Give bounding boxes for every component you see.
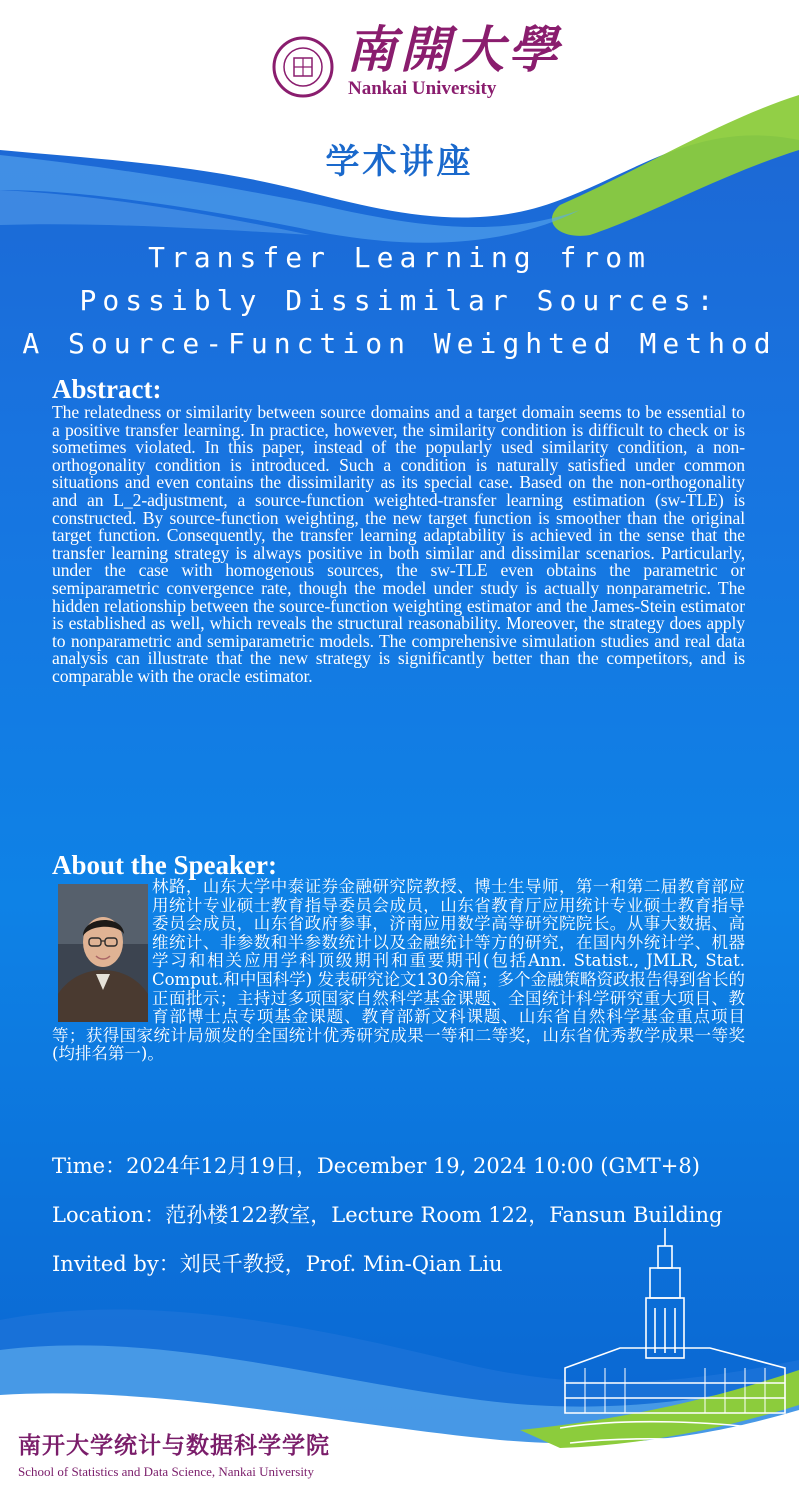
lecture-label: 学术讲座 (325, 142, 474, 182)
speaker-photo (58, 884, 148, 1022)
university-logo-english: Nankai University (348, 78, 497, 99)
building-sketch (560, 1228, 790, 1458)
university-seal-icon (272, 36, 334, 98)
speaker-heading: About the Speaker: (52, 850, 278, 880)
talk-title-line-1: Transfer Learning from (148, 241, 651, 274)
event-invited-by: Invited by：刘民千教授，Prof. Min-Qian Liu (52, 1252, 503, 1276)
university-logo-chinese: 南開大學 (346, 20, 562, 79)
abstract-text: The relatedness or similarity between source domains and a target domain seems to be essential to a positive transfer learning. In practice, however, the similarity condition is difficult to check or is sometimes violated. In this paper, instead of the popularly used similarity condition, a non-orthogonality condition is introduced. Such a condition is naturally satisfied under common situations and even contains the dissimilarity as its special case. Based on the non-orthogonality and an L_2-adjustment, a source-function weighted-transfer learning estimation (sw-TLE) is constructed. By source-function weighting, the new target function is smoother than the original target function. Consequently, the transfer learning adaptability is achieved in the sense that the transfer learning strategy is always positive in both similar and dissimilar scenarios. Particularly, under the case with homogenous sources, the sw-TLE even obtains the parametric or semiparametric convergence rate, though the model under study is actually nonparametric. The hidden relationship between the source-function weighting estimator and the James-Stein estimator is established as well, which reveals the structural reasonability. Moreover, the strategy does apply to nonparametric and semiparametric models. The comprehensive simulation studies and real data analysis can illustrate that the new strategy is significantly better than the competitors, and is comparable with the oracle estimator. (52, 402, 745, 686)
school-name-english: School of Statistics and Data Science, Nankai University (18, 1464, 315, 1479)
talk-title-line-2: Possibly Dissimilar Sources: (79, 284, 720, 317)
talk-title-line-3: A Source-Function Weighted Method (22, 327, 777, 360)
school-name-chinese: 南开大学统计与数据科学学院 (18, 1432, 330, 1459)
event-location: Location：范孙楼122教室，Lecture Room 122，Fansun Building (52, 1203, 723, 1227)
event-time: Time：2024年12月19日，December 19, 2024 10:00 (GMT+8) (52, 1154, 700, 1178)
speaker-bio: 林路，山东大学中泰证券金融研究院教授、博士生导师，第一和第二届教育部应用统计专业硕士教育指导委员会成员，山东省教育厅应用统计专业硕士教育指导委员会成员，山东省政府参事，济南应用数学高等研究院院长。从事大数据、高维统计、非参数和半参数统计以及金融统计等方的研究，在国内外统计学、机器学习和相关应用学科顶级期刊和重要期刊(包括Ann. Statist., JMLR, Stat. Comput.和中国科学) 发表研究论文130余篇；多个金融策略资政报告得到省长的正面批示；主持过多项国家自然科学基金课题、全国统计科学研究重大项目、教育部博士点专项基金课题、教育部新文科课题、山东省自然科学基金重点项目等；获得国家统计局颁发的全国统计优秀研究成果一等和二等奖，山东省优秀教学成果一等奖(均排名第一)。 (52, 877, 745, 1064)
speaker-bio-block (52, 878, 745, 1064)
abstract-heading: Abstract: (52, 374, 162, 404)
